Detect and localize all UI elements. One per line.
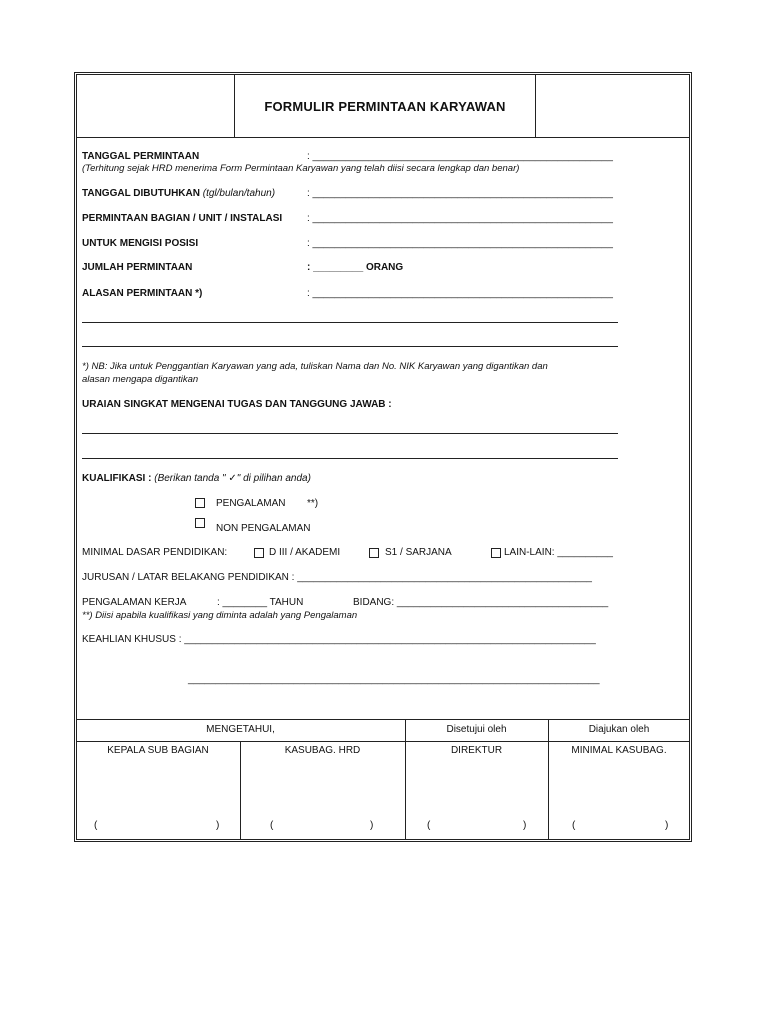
- sig1-paren-close: ): [216, 820, 220, 831]
- sig2-paren-close: ): [370, 820, 374, 831]
- d3-label: D III / AKADEMI: [269, 547, 341, 558]
- non-pengalaman-checkbox[interactable]: [195, 518, 205, 528]
- sig3-paren-close: ): [523, 820, 527, 831]
- pendidikan-label: MINIMAL DASAR PENDIDIKAN:: [82, 547, 228, 558]
- kasubag-hrd-label: KASUBAG. HRD: [284, 745, 361, 756]
- tanggal-dibutuhkan-label: TANGGAL DIBUTUHKAN: [82, 188, 200, 199]
- sig4-paren-open: (: [572, 820, 576, 831]
- kepala-sub-bagian-label: KEPALA SUB BAGIAN: [107, 745, 209, 756]
- posisi-field[interactable]: : ______________________________________________________: [307, 238, 613, 249]
- sig3-paren-open: (: [427, 820, 431, 831]
- nb-note-line-2: alasan mengapa digantikan: [82, 374, 199, 385]
- pengalaman-label: PENGALAMAN: [216, 498, 286, 509]
- permintaan-bagian-field[interactable]: : ______________________________________________________: [307, 213, 613, 224]
- keahlian-extra-line[interactable]: __________________________________________________________________________: [188, 674, 600, 685]
- tanggal-dibutuhkan-hint: (tgl/bulan/tahun): [202, 188, 276, 199]
- alasan-field[interactable]: : ______________________________________________________: [307, 288, 613, 299]
- direktur-label: DIREKTUR: [450, 745, 503, 756]
- tanggal-permintaan-note: (Terhitung sejak HRD menerima Form Permintaan Karyawan yang telah diisi secara lengkap dan benar): [82, 163, 520, 174]
- tanggal-permintaan-label: TANGGAL PERMINTAAN: [82, 151, 200, 162]
- signature-header-divider: [76, 741, 690, 742]
- signature-divider-1: [405, 719, 406, 840]
- bidang-field[interactable]: BIDANG: ______________________________________: [353, 597, 609, 608]
- lain-lain-checkbox[interactable]: [491, 548, 501, 558]
- sig2-paren-open: (: [270, 820, 274, 831]
- nb-note-line-1: *) NB: Jika untuk Penggantian Karyawan yang ada, tuliskan Nama dan No. NIK Karyawan yang digantikan dan: [82, 361, 548, 372]
- alasan-line-2[interactable]: [82, 346, 618, 347]
- jurusan-field[interactable]: JURUSAN / LATAR BELAKANG PENDIDIKAN : _____________________________________________________: [82, 572, 592, 583]
- kualifikasi-row: [82, 473, 311, 484]
- kualifikasi-hint: (Berikan tanda " ✓" di pilihan anda): [154, 473, 311, 484]
- uraian-line-1[interactable]: [82, 433, 618, 434]
- alasan-label: ALASAN PERMINTAAN *): [82, 288, 203, 299]
- pengalaman-note: **) Diisi apabila kualifikasi yang diminta adalah yang Pengalaman: [82, 610, 358, 621]
- diajukan-header: Diajukan oleh: [588, 724, 650, 735]
- non-pengalaman-label: NON PENGALAMAN: [216, 523, 311, 534]
- uraian-line-2[interactable]: [82, 458, 618, 459]
- disetujui-header: Disetujui oleh: [446, 724, 507, 735]
- permintaan-bagian-label: PERMINTAAN BAGIAN / UNIT / INSTALASI: [82, 213, 283, 224]
- jumlah-label: JUMLAH PERMINTAAN: [82, 262, 193, 273]
- sig4-paren-close: ): [665, 820, 669, 831]
- uraian-label: URAIAN SINGKAT MENGENAI TUGAS DAN TANGGUNG JAWAB :: [82, 399, 392, 410]
- pengalaman-kerja-field[interactable]: : ________ TAHUN: [217, 597, 304, 608]
- signature-table: [76, 719, 690, 840]
- tanggal-permintaan-field[interactable]: : ______________________________________________________: [307, 151, 613, 162]
- pengalaman-footnote-mark: **): [307, 498, 319, 509]
- form-title: FORMULIR PERMINTAAN KARYAWAN: [234, 74, 536, 138]
- posisi-label: UNTUK MENGISI POSISI: [82, 238, 199, 249]
- s1-checkbox[interactable]: [369, 548, 379, 558]
- pengalaman-checkbox[interactable]: [195, 498, 205, 508]
- tanggal-dibutuhkan-row: [82, 188, 275, 199]
- pengalaman-kerja-label: PENGALAMAN KERJA: [82, 597, 187, 608]
- signature-divider-2: [548, 719, 549, 840]
- mengetahui-header: MENGETAHUI,: [206, 724, 275, 735]
- s1-label: S1 / SARJANA: [385, 547, 452, 558]
- alasan-line-1[interactable]: [82, 322, 618, 323]
- keahlian-field[interactable]: KEAHLIAN KHUSUS : __________________________________________________________________________: [82, 634, 596, 645]
- tanggal-dibutuhkan-field[interactable]: : ______________________________________________________: [307, 188, 613, 199]
- minimal-kasubag-label: MINIMAL KASUBAG.: [571, 745, 667, 756]
- sig1-paren-open: (: [94, 820, 98, 831]
- lain-lain-label: LAIN-LAIN: __________: [504, 547, 613, 558]
- kualifikasi-label: KUALIFIKASI :: [82, 473, 152, 484]
- d3-checkbox[interactable]: [254, 548, 264, 558]
- jumlah-field[interactable]: : _________ ORANG: [307, 262, 404, 273]
